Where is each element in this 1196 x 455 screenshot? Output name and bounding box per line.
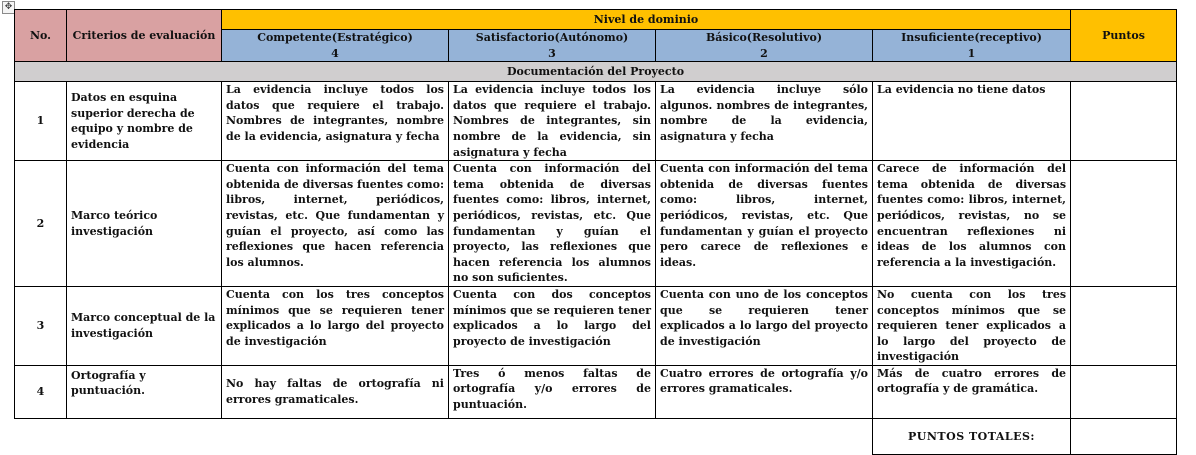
table-row bbox=[15, 286, 1177, 365]
descriptor-cell: Más de cuatro errores de ortografía y de gramática. bbox=[873, 365, 1071, 418]
header-level: Nivel de dominio bbox=[222, 10, 1071, 30]
descriptor-cell: Cuenta con dos conceptos mínimos que se requieren tener explicados a lo largo del proyecto de investigación bbox=[449, 286, 656, 365]
criterion: Marco conceptual de la investigación bbox=[67, 286, 222, 365]
level-name: Competente(Estratégico) bbox=[257, 31, 413, 44]
header-points: Puntos bbox=[1071, 10, 1177, 62]
criterion: Marco teórico investigación bbox=[67, 161, 222, 287]
level-name: Satisfactorio(Autónomo) bbox=[475, 31, 629, 44]
points-cell[interactable] bbox=[1071, 286, 1177, 365]
totals-value[interactable] bbox=[1071, 418, 1177, 454]
header-criteria: Criterios de evaluación bbox=[67, 10, 222, 62]
descriptor-cell: Cuenta con información del tema obtenida de diversas fuentes como: libros, internet, periódicos, revistas, etc. Que fundamentan y guían el proyecto pero carece de reflexiones e ideas. bbox=[656, 161, 873, 287]
level-score: 4 bbox=[331, 46, 339, 60]
descriptor-cell: Cuenta con uno de los conceptos que se requieren tener explicados a lo largo del proyecto de investigación bbox=[656, 286, 873, 365]
descriptor-cell: La evidencia no tiene datos bbox=[873, 82, 1071, 161]
header-no: No. bbox=[15, 10, 67, 62]
row-number: 3 bbox=[15, 286, 67, 365]
descriptor-cell: Cuenta con los tres conceptos mínimos que se requieren tener explicados a lo largo del proyecto de investigación bbox=[222, 286, 449, 365]
criterion: Ortografía y puntuación. bbox=[67, 365, 222, 418]
descriptor-cell: Carece de información del tema obtenida de diversas fuentes como: libros, internet, periódicos, revistas, no se encuentran reflexiones ni ideas de los alumnos con referencia a la investigación. bbox=[873, 161, 1071, 287]
descriptor-cell: La evidencia incluye todos los datos que requiere el trabajo. Nombres de integrantes, sin nombre de la evidencia, sin asignatura y fecha bbox=[449, 82, 656, 161]
descriptor-cell: No cuenta con los tres conceptos mínimos que se requieren tener explicados a lo largo del proyecto de investigación bbox=[873, 286, 1071, 365]
totals-label: PUNTOS TOTALES: bbox=[873, 418, 1071, 454]
points-cell[interactable] bbox=[1071, 161, 1177, 287]
level-competente bbox=[222, 30, 449, 62]
level-score: 2 bbox=[760, 46, 768, 60]
descriptor-cell: Cuenta con información del tema obtenida de diversas fuentes como: libros, internet, periódicos, revistas, etc. Que fundamentan y guían el proyecto, así como las reflexiones que hacen referencia los alumnos. bbox=[222, 161, 449, 287]
criterion: Datos en esquina superior derecha de equipo y nombre de evidencia bbox=[67, 82, 222, 161]
table-row bbox=[15, 365, 1177, 418]
descriptor-cell: No hay faltas de ortografía ni errores gramaticales. bbox=[222, 365, 449, 418]
level-score: 3 bbox=[548, 46, 556, 60]
descriptor-cell: Tres ó menos faltas de ortografía y/o errores de puntuación. bbox=[449, 365, 656, 418]
level-name: Insuficiente(receptivo) bbox=[901, 31, 1042, 44]
level-basico bbox=[656, 30, 873, 62]
row-number: 4 bbox=[15, 365, 67, 418]
table-row bbox=[15, 161, 1177, 287]
descriptor-cell: La evidencia incluye todos los datos que requiere el trabajo. Nombres de integrantes, nombre de la evidencia, asignatura y fecha bbox=[222, 82, 449, 161]
level-name: Básico(Resolutivo) bbox=[705, 31, 823, 44]
section-title: Documentación del Proyecto bbox=[15, 62, 1177, 82]
table-row bbox=[15, 82, 1177, 161]
level-satisfactorio bbox=[449, 30, 656, 62]
row-number: 1 bbox=[15, 82, 67, 161]
descriptor-cell: Cuatro errores de ortografía y/o errores gramaticales. bbox=[656, 365, 873, 418]
points-cell[interactable] bbox=[1071, 82, 1177, 161]
descriptor-cell: La evidencia incluye sólo algunos. nombres de integrantes, nombre de la evidencia, asignatura y fecha bbox=[656, 82, 873, 161]
descriptor-cell: Cuenta con información del tema obtenida de diversas fuentes como: libros, internet, periódicos, revistas, etc. Que fundamentan y guían el proyecto, las reflexiones que hacen referencia los alumnos no son suficientes. bbox=[449, 161, 656, 287]
level-score: 1 bbox=[967, 46, 976, 60]
level-insuficiente bbox=[873, 30, 1071, 62]
move-handle-icon[interactable]: ✥ bbox=[2, 1, 15, 14]
points-cell[interactable] bbox=[1071, 365, 1177, 418]
evaluation-rubric-table bbox=[14, 9, 1177, 455]
row-number: 2 bbox=[15, 161, 67, 287]
